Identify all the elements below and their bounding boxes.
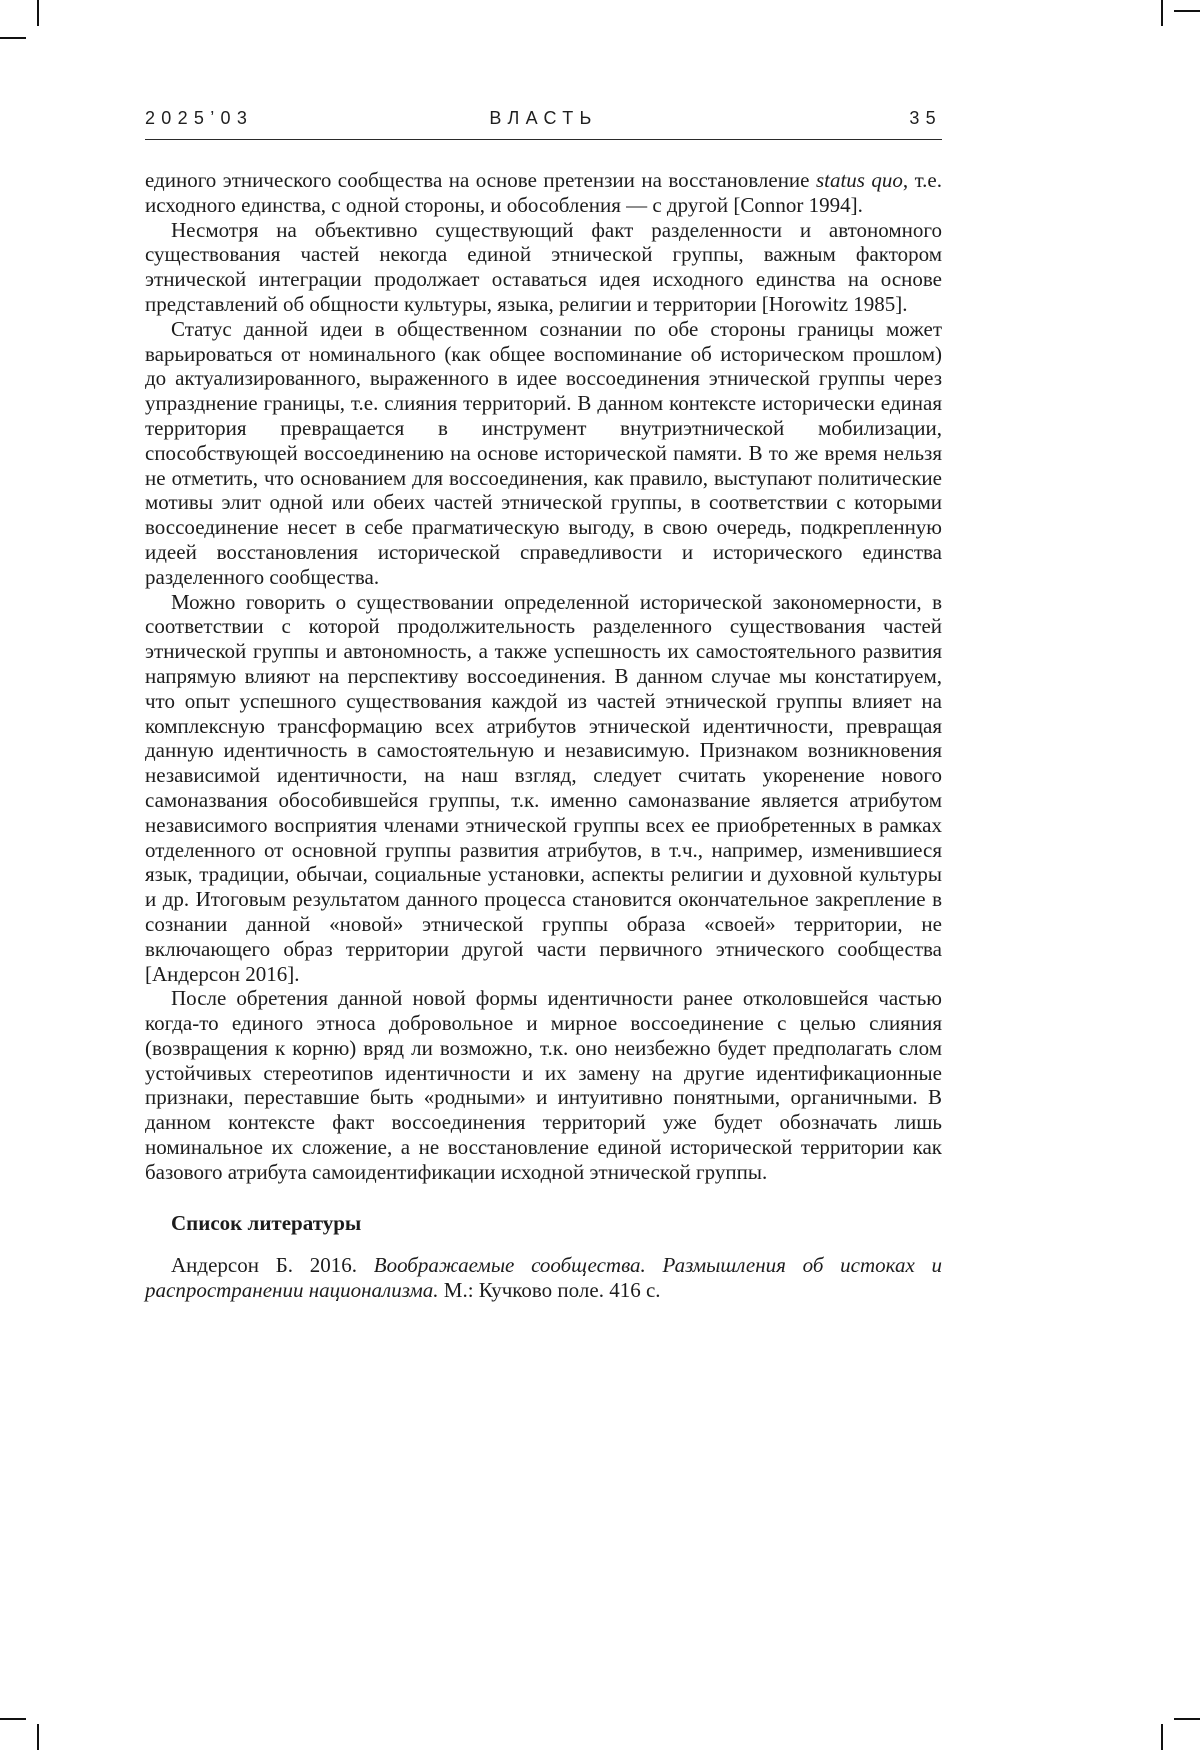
running-head [145,108,942,139]
reference-title-italic: Воображаемые сообщества. Размышления об истоках и распространении национализма. [145,1252,943,1302]
crop-mark-bottom-right-vertical [1161,1724,1163,1750]
journal-title: ВЛАСТЬ [489,108,598,128]
paragraph-text: единого этнического сообщества на основе претензии на восстановление [145,168,816,192]
reference-author: Андерсон Б. 2016. [171,1252,374,1277]
crop-mark-top-left-vertical [37,0,39,26]
paragraph-text: , т.е. исходного единства, с одной стороны, и обособления — с другой [Connor 1994]. [145,168,942,217]
page-content [145,108,942,1302]
crop-mark-top-left-horizontal [0,37,26,39]
article-body [145,168,942,1302]
paragraph-continuation [145,168,942,218]
header-rule [145,139,942,140]
issue-number: 2025’03 [145,108,254,128]
crop-mark-top-right-horizontal [1174,10,1200,12]
paragraph: После обретения данной новой формы идентичности ранее отколовшейся частью когда-то единого этноса добровольное и мирное воссоединение с целью слияния (возвращения к корню) вряд ли возможно, т.к. оно неизбежно будет предполагать слом устойчивых стереотипов идентичности и их замену на другие идентификационные признаки, переставшие быть «родными» и интуитивно понятными, органичными. В данном контексте факт воссоединения территорий уже будет обозначать лишь номинальное их сложение, а не восстановление единой исторической территории как базового атрибута самоидентификации исходной этнической группы. [145,986,942,1184]
page-number: 35 [909,108,942,128]
references-list [145,1253,942,1303]
crop-mark-bottom-left-horizontal [0,1718,26,1720]
latin-term-italic: status quo [815,168,903,192]
crop-mark-bottom-right-horizontal [1174,1718,1200,1720]
crop-mark-bottom-left-vertical [37,1724,39,1750]
reference-publisher: М.: Кучково поле. 416 с. [438,1277,661,1302]
reference-item [145,1253,942,1303]
paragraph: Статус данной идеи в общественном сознании по обе стороны границы может варьироваться от номинального (как общее воспоминание об историческом прошлом) до актуализированного, выраженного в идее воссоединения этнической группы через упразднение границы, т.е. слияния территорий. В данном контексте исторически единая территория превращается в инструмент внутриэтнической мобилизации, способствующей воссоединению на основе исторической памяти. В то же время нельзя не отметить, что основанием для воссоединения, как правило, выступают политические мотивы элит одной или обеих частей этнической группы, в соответствии с которыми воссоединение несет в себе прагматическую выгоду, в свою очередь, подкрепленную идеей восстановления исторической справедливости и исторического единства разделенного сообщества. [145,316,942,589]
references-heading: Список литературы [171,1210,362,1235]
crop-mark-top-right-vertical [1161,0,1163,26]
paragraph: Несмотря на объективно существующий факт разделенности и автономного существования частей некогда единой этнической группы, важным фактором этнической интеграции продолжает оставаться идея исходного единства на основе представлений об общности культуры, языка, религии и территории [Horowitz 1985]. [145,217,942,316]
paragraph: Можно говорить о существовании определенной исторической закономерности, в соответствии с которой продолжительность разделенного существования частей этнической группы и автономность, а также успешность их самостоятельного развития напрямую влияют на перспективу воссоединения. В данном случае мы констатируем, что опыт успешного существования каждой из частей этнической группы влияет на комплексную трансформацию всех атрибутов этнической идентичности, превращая данную идентичность в самостоятельную и независимую. Признаком возникновения независимой идентичности, на наш взгляд, следует считать укоренение нового самоназвания обособившейся группы, т.к. именно самоназвание является атрибутом независимого восприятия членами этнической группы всех ее приобретенных в рамках отделенного от основной группы развития атрибутов, в т.ч., например, изменившиеся язык, традиции, обычаи, социальные установки, аспекты религии и духовной культуры и др. Итоговым результатом данного процесса становится окончательное закрепление в сознании данной «новой» этнической группы образа «своей» территории, не включающего образ территории другой части первичного этнического сообщества [Андерсон 2016]. [145,589,942,986]
